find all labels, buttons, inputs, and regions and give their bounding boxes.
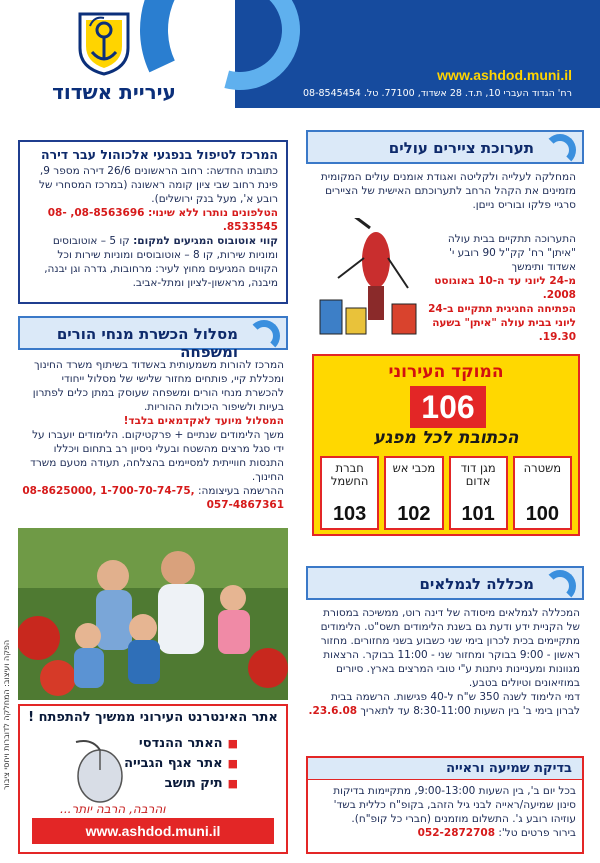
header-url[interactable]: www.ashdod.muni.il xyxy=(437,67,572,83)
service-number: 103 xyxy=(332,503,367,525)
hearing-contact-label: בירור פרטים טל': xyxy=(498,827,576,839)
exhibit-opening: הפתיחה החגיגית תתקיים ב-24 ליוני בבית עולה "איתן" בשעה 19.30. xyxy=(428,303,576,343)
internet-title: אתר האינטרנט העירוני ממשיך להתפתח ! xyxy=(28,710,278,725)
hearing-vision-section xyxy=(306,756,584,854)
computer-mouse-icon xyxy=(62,736,132,806)
exhibit-intro: המחלקה לעלייה ולקליטה ואגודת אומנים עולים המקומית מזמינים את הקהל הרחב לתערוכתם האישית של הציירים סרגיי פלקו ובוריס נייםן. xyxy=(320,171,576,211)
city-logo xyxy=(34,8,184,108)
city-crest-icon xyxy=(72,8,136,76)
alcohol-bus-info xyxy=(28,234,278,290)
parents-academics-note: המסלול מיועד לאקדמאים בלבד! xyxy=(123,415,284,427)
service-number: 100 xyxy=(525,503,560,525)
internet-slogan: והרבה, הרבה יותר... xyxy=(60,802,166,816)
parents-register-label: ההרשמה בעיצומה: xyxy=(197,485,284,497)
college-registration-text: דמי הלימוד לשנה 350 ש"ח ל-40 פגישות. הרשמה בבית לברון בימי ב' בין השעות 8:30-11:00 עד לתאריך xyxy=(331,691,580,717)
service-electric[interactable] xyxy=(320,456,379,530)
college-title: מכללה לגמלאים xyxy=(419,575,534,593)
alcohol-bus-label: קווי אוטובוס המגיעים למקום: xyxy=(133,235,278,247)
parents-intro: המרכז להורות משמעותית באשדוד בשיתוף משרד החינוך ומכללת קיי, פותחים מחזור שלישי של מסלול ייחודי להכשרת מנחי הורים ומשפחה שעוסק במתן כלים לפתרון בעיות ולשיפור היכולות ההוריות. xyxy=(32,359,284,413)
art-exhibition-section xyxy=(306,130,584,346)
alcohol-phones: הטלפונים נותרו ללא שינוי: 08-8563696, 08-8533545. xyxy=(47,207,278,233)
parents-register xyxy=(20,484,284,512)
wave-icon xyxy=(248,320,280,352)
parents-details: משך הלימודים שנתיים + פרקטיקום. הלימודים יועברו על ידי סגל מרצים מהשטח ובעלי ניסיון רב בתחום ויכללו התנסות חווייתית למסיימים בהצלחה, תעודה מטעם משרד החינוך. xyxy=(30,429,284,483)
painter-illustration xyxy=(314,218,424,340)
exhibit-location: התערוכה תתקיים בבית עולה "איתן" רח' קק"ל 90 רובע י' אשדוד ותימשך xyxy=(447,233,576,273)
wave-icon xyxy=(544,134,576,166)
hearing-title: בדיקת שמיעה וראייה xyxy=(446,761,572,776)
service-police[interactable] xyxy=(513,456,572,530)
list-item: ■ האתר ההנדסי xyxy=(124,736,238,751)
emergency-hotline-box xyxy=(312,354,580,536)
hearing-title-bar xyxy=(308,758,582,780)
hearing-phone: 052-2872708 xyxy=(417,827,496,839)
list-item: ■ תיק תושב xyxy=(124,776,238,791)
production-credit: הפקה ועיצוב: המחלקה לדוברות ויחסי ציבור xyxy=(2,640,11,791)
hotline-number[interactable]: 106 xyxy=(410,386,486,428)
hearing-description: בכל יום ב', בין השעות 9:00-13:00, מתקיימות בדיקות סינון שמיעה/ראייה לבני גיל הזהב, בקופ"ח כללית בשד' עוזיהו רובע ג'. התשלום מוזמנים (חברי כל קופ"ח). xyxy=(333,785,576,825)
college-deadline: 23.6.08. xyxy=(308,705,358,717)
service-name: חברת החשמל xyxy=(330,461,369,488)
parents-title: מסלול הכשרת מנחי הורים ומשפחה xyxy=(56,325,238,361)
internet-url-link[interactable]: www.ashdod.muni.il xyxy=(32,818,274,844)
service-name: מגן דוד אדום xyxy=(460,461,496,488)
emergency-services-list xyxy=(320,456,572,530)
service-number: 102 xyxy=(397,503,431,525)
hotline-tagline: הכתובת לכל מפגע xyxy=(373,428,519,448)
seniors-college-section xyxy=(306,566,584,748)
exhibit-dates: מ-24 ליוני עד ה-10 באוגוסט 2008. xyxy=(434,275,576,301)
exhibit-title: תערוכת ציירים עולים xyxy=(388,139,534,157)
alcohol-address-text: כתובתו החדשה: רחוב הראשונים 26/6 דירה מספר 9, פינת רחוב שבי ציון קומה ראשונה (במרכז המסחרי של רובע א', מעל בנק ירושלים). xyxy=(39,165,278,205)
hearing-contact xyxy=(312,826,576,840)
college-registration xyxy=(308,690,580,718)
exhibit-title-bar xyxy=(306,130,584,164)
wave-icon xyxy=(544,570,576,602)
page-header xyxy=(0,0,600,108)
alcohol-bus-text: קו 5 – אוטובוסים ומוניות שירות, קו 8 – אוטובוסים ומוניות שירות וכל הקווים המגיעים מחוץ לעיר: מרחובות, גדרה וגן יבנה, מיבנה, מראשון-לציון ומתל-אביב. xyxy=(44,235,278,289)
parents-phones: 08-8625000, 1-700-70-74-75, 057-4867361 xyxy=(22,485,284,511)
list-item: ■ אתר אגף הגבייה xyxy=(124,756,238,771)
college-description: המכללה לגמלאים מיסודה של דינה רוט, ממשיכה במסורת של הקניית ידע ודעת גם בשנת הלימודים תשס"ט. הלימודים מתקיימים בכית לכרון בימי שני כשבוע בשני מחזורים. מחזור ראשון - 9:00 בבוקר ומחזור שני - 11:00 בבוקר. הרצאות מגוונות ומעניינות ניתנות ע"י טובי המרצים בארץ. סיורים במוזיאונים וטיולים בטבע. xyxy=(320,607,580,689)
service-number: 101 xyxy=(461,503,495,525)
service-fire[interactable] xyxy=(384,456,443,530)
internet-site-section xyxy=(18,704,288,854)
parents-training-section xyxy=(18,316,288,520)
service-ambulance[interactable] xyxy=(449,456,508,530)
college-title-bar xyxy=(306,566,584,600)
header-address: רח' הגדוד העברי 10, ת.ד. 28 אשדוד, 77100. טל. 08-8545454 xyxy=(303,88,572,99)
alcohol-title: המרכז לטיפול בנפגעי אלכוהול עבר דירה xyxy=(41,147,278,162)
service-name: מכבי אש xyxy=(392,461,436,475)
family-photo xyxy=(18,528,288,700)
internet-features-list xyxy=(124,736,238,796)
city-name: עיריית אשדוד xyxy=(52,80,176,104)
service-name: משטרה xyxy=(523,461,562,475)
alcohol-center-notice xyxy=(18,140,288,304)
hotline-title: המוקד העירוני xyxy=(388,362,504,382)
parents-title-bar xyxy=(18,316,288,361)
